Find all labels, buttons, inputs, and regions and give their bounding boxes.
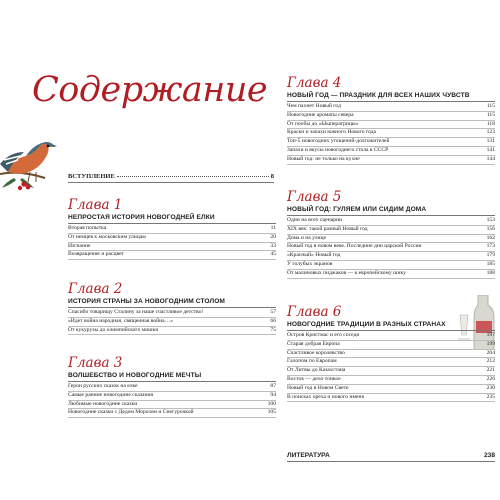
toc-row[interactable] (68, 383, 276, 392)
toc-row[interactable] (68, 243, 276, 252)
toc-title: Топ-5 новогодних угощений-долгожителей (287, 138, 390, 145)
toc-title: Запахи и вкусы новогоднего стола в СССР (287, 146, 389, 153)
toc-row[interactable] (287, 270, 495, 279)
chapter-4 (287, 76, 495, 165)
toc-row[interactable] (68, 251, 276, 260)
toc-title: От пообы до «Ыыператрицы» (287, 120, 359, 127)
toc-page: 66 (270, 317, 276, 324)
chapter-6 (287, 305, 495, 402)
toc-title: Изгнание (68, 242, 91, 249)
toc-title: «Идет война народная, священная война…» (68, 317, 173, 324)
toc-page: 20 (270, 233, 276, 240)
toc-row[interactable] (287, 156, 495, 165)
toc-page: 45 (270, 251, 276, 258)
toc-title: У голубых экранов (287, 260, 333, 267)
chapter-5 (287, 190, 495, 279)
toc-row[interactable] (287, 103, 495, 112)
chapter-subtitle[interactable]: НОВЫЙ ГОД: ГУЛЯЕМ ИЛИ СИДИМ ДОМА (287, 205, 495, 216)
chapter-heading: Глава 5 (287, 189, 342, 205)
chapter-subtitle[interactable]: ВОЛШЕБСТВО И НОВОГОДНИЕ МЕЧТЫ (68, 371, 276, 382)
toc-page: 115 (486, 111, 495, 118)
toc-title: Новый год: не только на кухне (287, 155, 360, 162)
toc-title: Один на всех сценарии (287, 217, 343, 223)
toc-row[interactable] (287, 235, 495, 244)
toc-page: 226 (486, 375, 495, 382)
toc-page: 131 (486, 138, 495, 145)
toc-title: Восток — дело тонкое (287, 375, 341, 382)
toc-page: 118 (486, 120, 495, 127)
toc-title: Краски и запахи южного Нового года (287, 129, 377, 136)
toc-page: 156 (486, 225, 495, 232)
toc-page: 105 (267, 409, 276, 416)
chapter-subtitle[interactable]: НЕПРОСТАЯ ИСТОРИЯ НОВОГОДНЕЙ ЕЛКИ (68, 213, 276, 224)
toc-page: 87 (270, 383, 276, 389)
toc-title: Спасибо товарищу Сталину за наше счастливое детство! (68, 309, 204, 315)
toc-row[interactable] (287, 147, 495, 156)
toc-row[interactable] (68, 327, 276, 336)
toc-title: Галопом по Европам (287, 358, 337, 365)
chapter-heading: Глава 3 (68, 355, 123, 371)
chapter-1 (68, 198, 276, 260)
toc-title: Новогодние ароматы севера (287, 111, 354, 118)
chapter-subtitle[interactable]: НОВОГОДНИЕ ТРАДИЦИИ В РАЗНЫХ СТРАНАХ (287, 320, 495, 331)
chapter-subtitle[interactable]: ИСТОРИЯ СТРАНЫ ЗА НОВОГОДНИМ СТОЛОМ (68, 297, 276, 308)
toc-row[interactable] (287, 394, 495, 403)
toc-row[interactable] (287, 121, 495, 130)
chapter-3 (68, 356, 276, 418)
toc-title: Старая добрая Европа (287, 340, 340, 347)
chapter-heading: Глава 1 (68, 197, 123, 213)
toc-row[interactable] (68, 318, 276, 327)
toc-row[interactable] (287, 217, 495, 226)
intro-entry[interactable] (68, 173, 274, 183)
toc-title: От малиновых пиджаков — к европейскому шику (287, 269, 406, 276)
literature-entry[interactable] (287, 452, 495, 462)
toc-title: Самые ранние новогодние сказания (68, 391, 154, 398)
chapter-heading: Глава 4 (287, 75, 342, 91)
toc-title: Возвращение и расцвет (68, 251, 125, 258)
toc-title: Дома и на улице (287, 234, 326, 241)
toc-page: 11 (270, 225, 276, 231)
toc-page: 94 (270, 391, 276, 398)
toc-row[interactable] (287, 261, 495, 270)
toc-page: 144 (486, 155, 495, 162)
toc-row[interactable] (287, 252, 495, 261)
toc-page: 235 (486, 393, 495, 400)
toc-page: 123 (486, 129, 495, 136)
toc-title: Счастливое королевство (287, 349, 345, 356)
toc-row[interactable] (287, 138, 495, 147)
toc-page: 100 (267, 400, 276, 407)
toc-row[interactable] (68, 409, 276, 418)
toc-page: 197 (486, 332, 495, 338)
chapter-2 (68, 282, 276, 335)
toc-page: 153 (486, 217, 495, 223)
toc-row[interactable] (287, 376, 495, 385)
toc-page: 141 (486, 146, 495, 153)
toc-title: От кукурузы до олимпийского мишки (68, 326, 159, 333)
toc-title: Новый год в Новом Свете (287, 384, 349, 391)
toc-title: «Красный» Новый год (287, 252, 341, 259)
toc-page: 162 (486, 234, 495, 241)
toc-row[interactable] (287, 332, 495, 341)
toc-title: Новогодние сказки с Дедом Морозом и Снегурочкой (68, 409, 194, 416)
bird-illustration (0, 122, 70, 192)
toc-row[interactable] (68, 225, 276, 234)
toc-row[interactable] (287, 350, 495, 359)
literature-label: ЛИТЕРАТУРА (287, 452, 330, 459)
toc-page: 57 (270, 309, 276, 315)
toc-title: Чем пахнет Новый год (287, 103, 341, 109)
toc-page: 188 (486, 269, 495, 276)
toc-title: Любимые новогодние сказки (68, 400, 138, 407)
toc-page: 212 (486, 358, 495, 365)
toc-title: В поисках орехa и новогo имени (287, 393, 365, 400)
toc-title: От Литвы до Казахстана (287, 367, 346, 374)
toc-row[interactable] (287, 385, 495, 394)
literature-page: 238 (483, 452, 495, 459)
page-title: Содержание (32, 70, 268, 110)
toc-page: 173 (486, 243, 495, 250)
leader-dots (117, 176, 269, 177)
toc-row[interactable] (287, 341, 495, 350)
toc-page: 230 (486, 384, 495, 391)
toc-row[interactable] (287, 243, 495, 252)
intro-page: 8 (270, 173, 274, 180)
toc-row[interactable] (68, 234, 276, 243)
intro-label: ВСТУПЛЕНИЕ (68, 173, 115, 180)
toc-title: XIX век: такой разный Новый год (287, 225, 368, 232)
toc-title: Герои русских сказок на елке (68, 383, 138, 389)
toc-page: 33 (270, 242, 276, 249)
toc-row[interactable] (287, 358, 495, 367)
toc-row[interactable] (287, 226, 495, 235)
toc-row[interactable] (287, 112, 495, 121)
toc-title: Остров Кристмас и его соседи (287, 332, 360, 338)
toc-row[interactable] (68, 401, 276, 410)
toc-row[interactable] (287, 129, 495, 138)
toc-title: Вторая попытка (68, 225, 107, 231)
toc-page: 221 (486, 367, 495, 374)
toc-page: 179 (486, 252, 495, 259)
toc-page: 185 (486, 260, 495, 267)
toc-row[interactable] (68, 392, 276, 401)
chapter-subtitle[interactable]: НОВЫЙ ГОД — ПРАЗДНИК ДЛЯ ВСЕХ НАШИХ ЧУВСТВ (287, 91, 495, 102)
chapter-heading: Глава 6 (287, 304, 342, 320)
toc-page: 115 (486, 103, 495, 109)
toc-title: Новый год в новом веке. Последние дни царской России (287, 243, 422, 250)
toc-title: От немцев к московским улицам (68, 233, 146, 240)
toc-row[interactable] (68, 309, 276, 318)
toc-page: 204 (486, 349, 495, 356)
chapter-heading: Глава 2 (68, 281, 123, 297)
toc-row[interactable] (287, 367, 495, 376)
toc-page: 199 (486, 340, 495, 347)
toc-page: 75 (270, 326, 276, 333)
